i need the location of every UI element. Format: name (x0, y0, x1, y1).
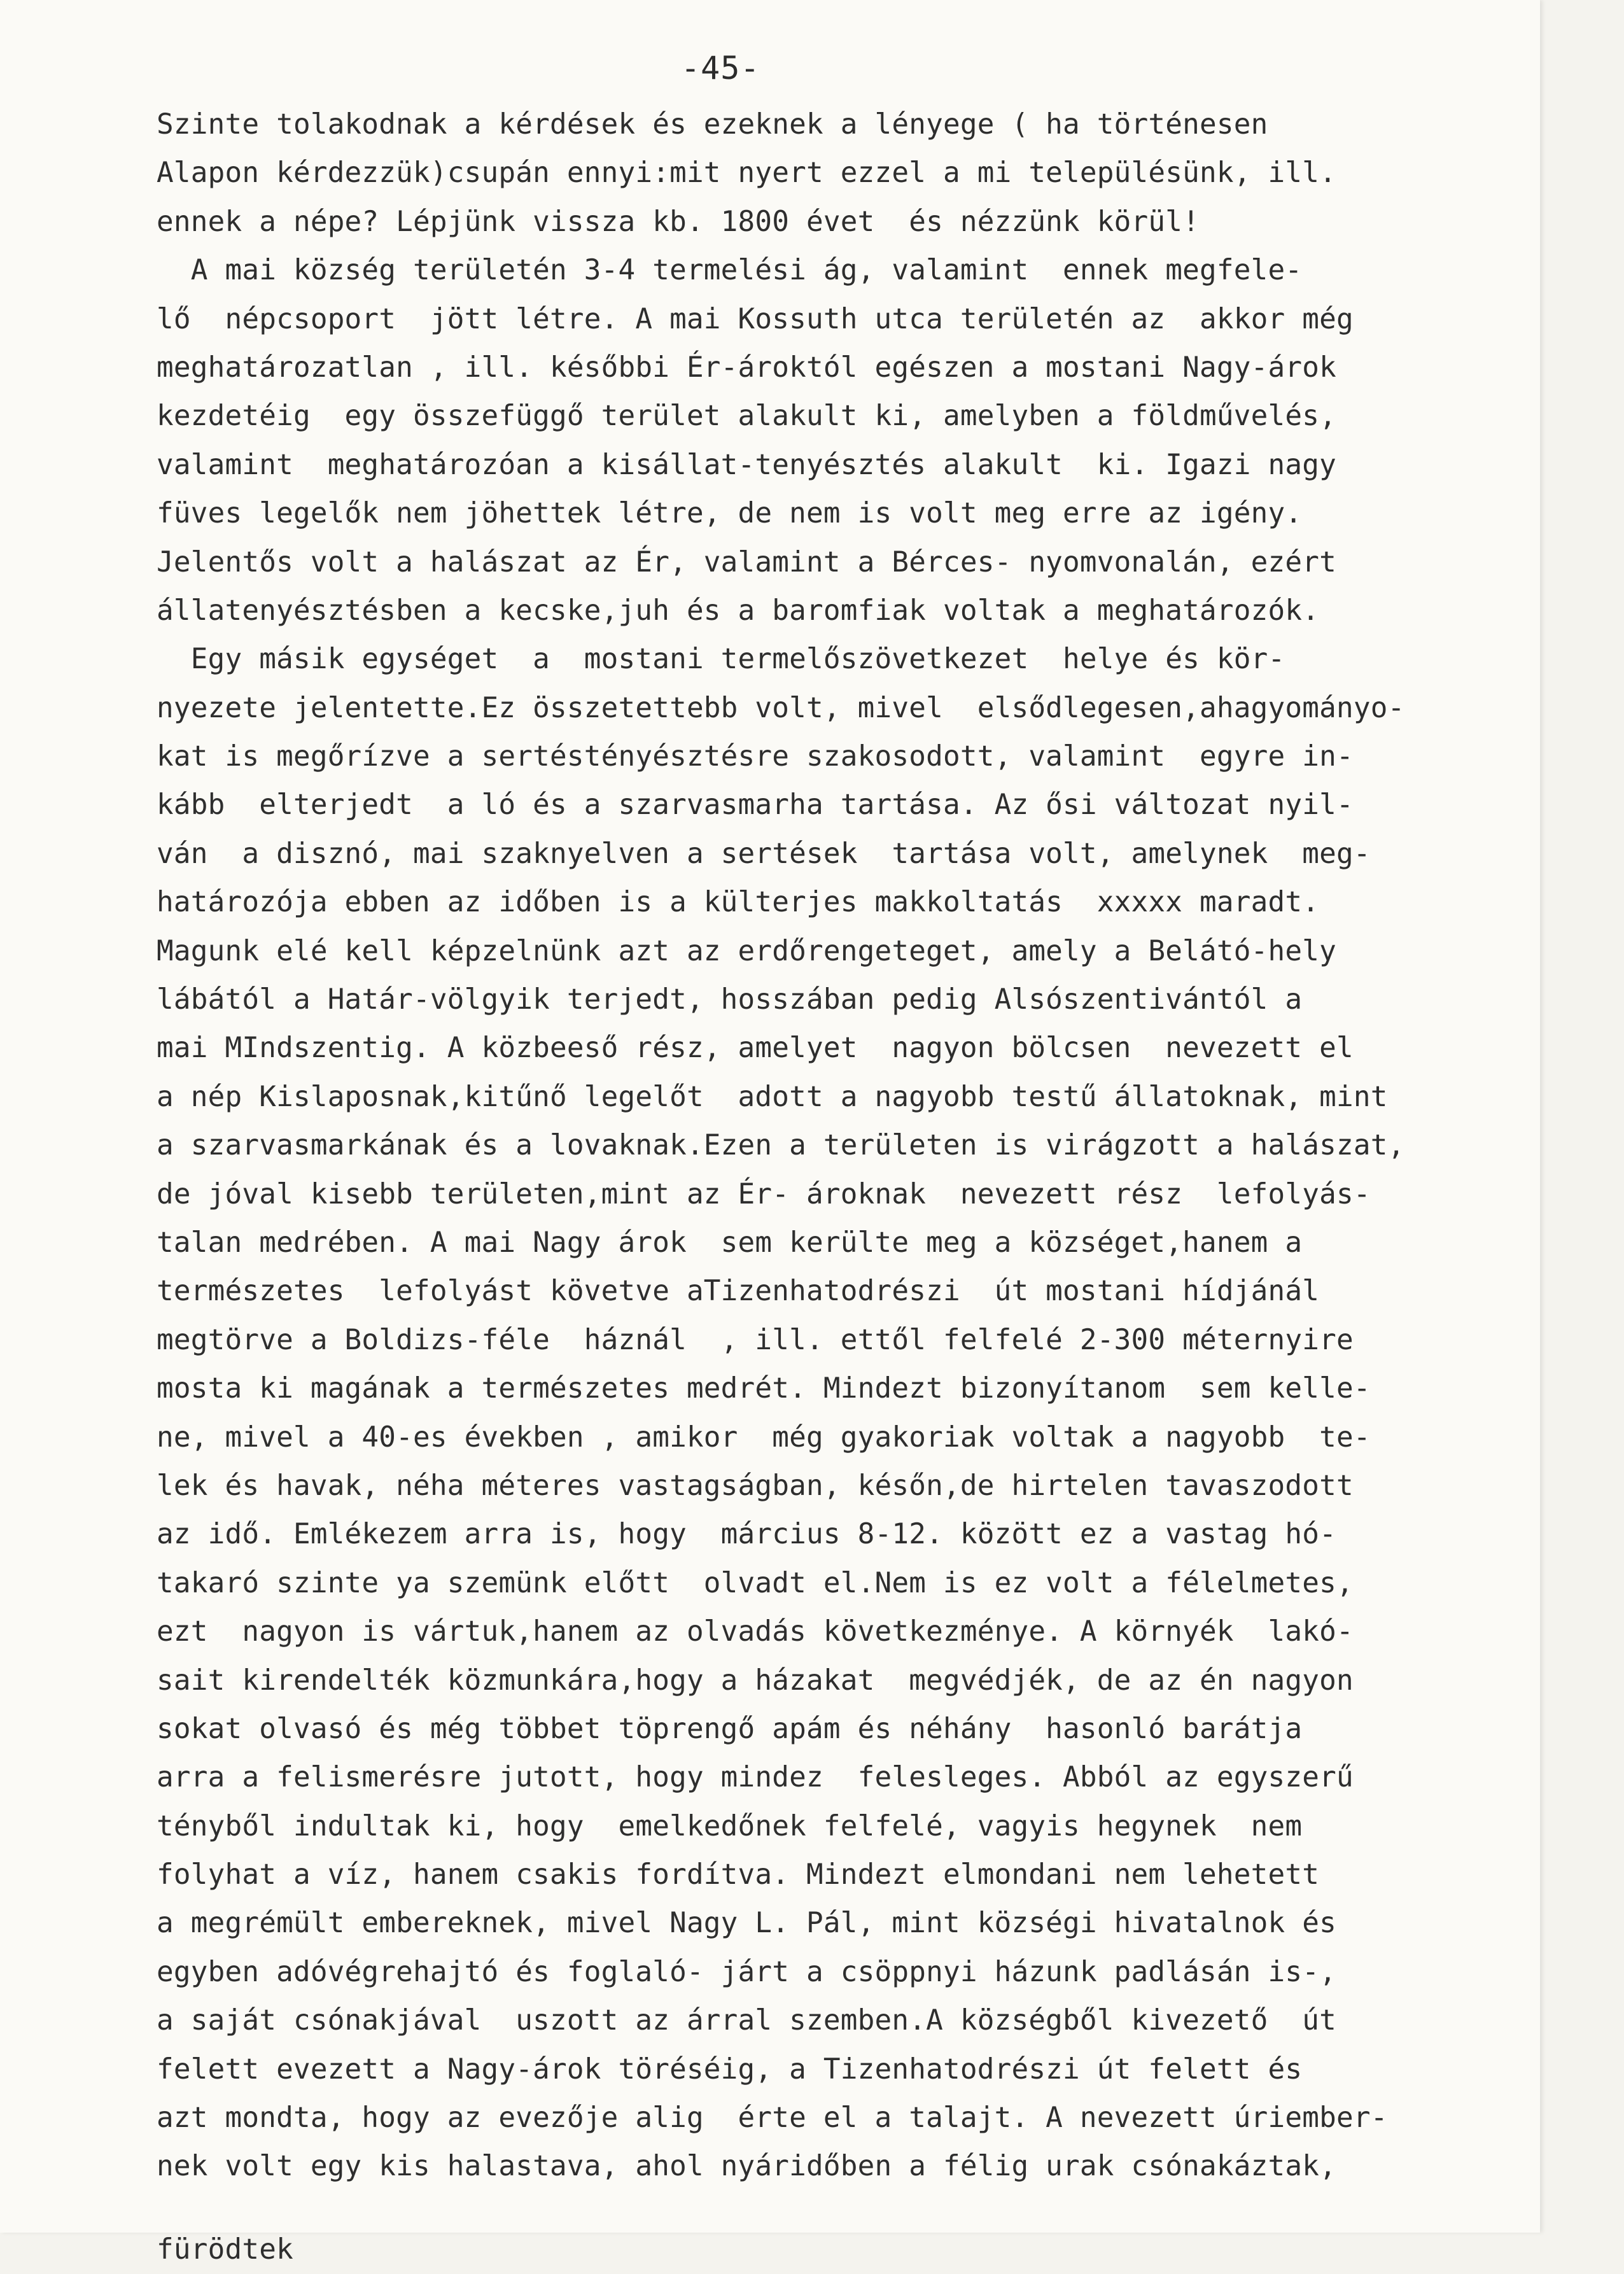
text-line: ván a disznó, mai szaknyelven a sertések tartása volt, amelynek meg- (157, 837, 1371, 870)
text-line: mosta ki magának a természetes medrét. Mindezt bizonyítanom sem kelle- (157, 1372, 1371, 1405)
text-line: talan medrében. A mai Nagy árok sem kerülte meg a községet,hanem a (157, 1226, 1303, 1259)
text-line: fürödtek (157, 2233, 293, 2266)
text-line: ennek a népe? Lépjünk vissza kb. 1800 évet és nézzünk körül! (157, 205, 1200, 238)
text-line: a megrémült embereknek, mivel Nagy L. Pál, mint községi hivatalnok és (157, 1907, 1336, 1940)
text-line: Szinte tolakodnak a kérdések és ezeknek a lényege ( ha történesen (157, 108, 1268, 141)
text-line: mai MIndszentig. A közbeeső rész, amelyet nagyon bölcsen nevezett el (157, 1032, 1354, 1065)
text-line: megtörve a Boldizs-féle háznál , ill. ettől felfelé 2-300 méternyire (157, 1323, 1354, 1356)
text-line: a nép Kislaposnak,kitűnő legelőt adott a nagyobb testű állatoknak, mint (157, 1080, 1388, 1113)
text-line: A mai község területén 3-4 termelési ág, valamint ennek megfele- (157, 254, 1303, 287)
text-line: füves legelők nem jöhettek létre, de nem is volt meg erre az igény. (157, 497, 1303, 530)
text-line: Egy másik egységet a mostani termelőszövetkezet helye és kör- (157, 643, 1285, 676)
text-line: felett evezett a Nagy-árok töréséig, a Tizenhatodrészi út felett és (157, 2053, 1303, 2086)
text-line: Magunk elé kell képzelnünk azt az erdőrengeteget, amely a Belátó-hely (157, 934, 1336, 967)
text-line: az idő. Emlékezem arra is, hogy március 8-12. között ez a vastag hó- (157, 1518, 1336, 1551)
text-line: sokat olvasó és még többet töprengő apám és néhány hasonló barátja (157, 1712, 1303, 1745)
text-line: állatenyésztésben a kecske,juh és a baromfiak voltak a meghatározók. (157, 594, 1320, 627)
text-line: Jelentős volt a halászat az Ér, valamint a Bérces- nyomvonalán, ezért (157, 545, 1336, 579)
text-line: tényből indultak ki, hogy emelkedőnek felfelé, vagyis hegynek nem (157, 1809, 1303, 1842)
text-line: folyhat a víz, hanem csakis fordítva. Mindezt elmondani nem lehetett (157, 1858, 1320, 1891)
text-line: egyben adóvégrehajtó és foglaló- járt a csöppnyi házunk padlásán is-, (157, 1955, 1336, 1988)
text-line: sait kirendelték közmunkára,hogy a házakat megvédjék, de az én nagyon (157, 1664, 1354, 1697)
text-line: kat is megőrízve a sertéstényésztésre szakosodott, valamint egyre in- (157, 740, 1354, 773)
text-line: a saját csónakjával uszott az árral szemben.A községből kivezető út (157, 2004, 1336, 2037)
text-line: a szarvasmarkának és a lovaknak.Ezen a területen is virágzott a halászat, (157, 1129, 1405, 1162)
text-line: valamint meghatározóan a kisállat-tenyésztés alakult ki. Igazi nagy (157, 448, 1336, 481)
text-line: kezdetéig egy összefüggő terület alakult ki, amelyben a földművelés, (157, 400, 1336, 433)
text-line: Alapon kérdezzük)csupán ennyi:mit nyert ezzel a mi településünk, ill. (157, 157, 1336, 190)
text-line: de jóval kisebb területen,mint az Ér- ároknak nevezett rész lefolyás- (157, 1177, 1371, 1211)
text-line: nek volt egy kis halastava, ahol nyáridőben a félig urak csónakáztak, (157, 2150, 1336, 2183)
text-line: lek és havak, néha méteres vastagságban, későn,de hirtelen tavaszodott (157, 1469, 1354, 1502)
text-line: nyezete jelentette.Ez összetettebb volt, mivel elsődlegesen,ahagyományo- (157, 691, 1405, 724)
text-line: ne, mivel a 40-es években , amikor még gyakoriak voltak a nagyobb te- (157, 1421, 1371, 1454)
typed-text-body (157, 101, 1537, 2274)
text-line: ezt nagyon is vártuk,hanem az olvadás következménye. A környék lakó- (157, 1615, 1354, 1648)
text-line: lábától a Határ-völgyik terjedt, hosszában pedig Alsószentivántól a (157, 983, 1303, 1016)
text-line: határozója ebben az időben is a külterjes makkoltatás xxxxx maradt. (157, 886, 1320, 919)
text-line: takaró szinte ya szemünk előtt olvadt el.Nem is ez volt a félelmetes, (157, 1566, 1354, 1599)
text-line: arra a felismerésre jutott, hogy mindez felesleges. Abból az egyszerű (157, 1761, 1354, 1794)
text-line: kább elterjedt a ló és a szarvasmarha tartása. Az ősi változat nyil- (157, 789, 1354, 822)
page-number: -45- (681, 50, 760, 87)
text-line: meghatározatlan , ill. későbbi Ér-ároktól egészen a mostani Nagy-árok (157, 351, 1336, 384)
text-line: természetes lefolyást követve aTizenhatodrészi út mostani hídjánál (157, 1275, 1320, 1308)
text-line: lő népcsoport jött létre. A mai Kossuth utca területén az akkor még (157, 302, 1354, 335)
text-line: azt mondta, hogy az evezője alig érte el a talajt. A nevezett úriember- (157, 2102, 1388, 2135)
